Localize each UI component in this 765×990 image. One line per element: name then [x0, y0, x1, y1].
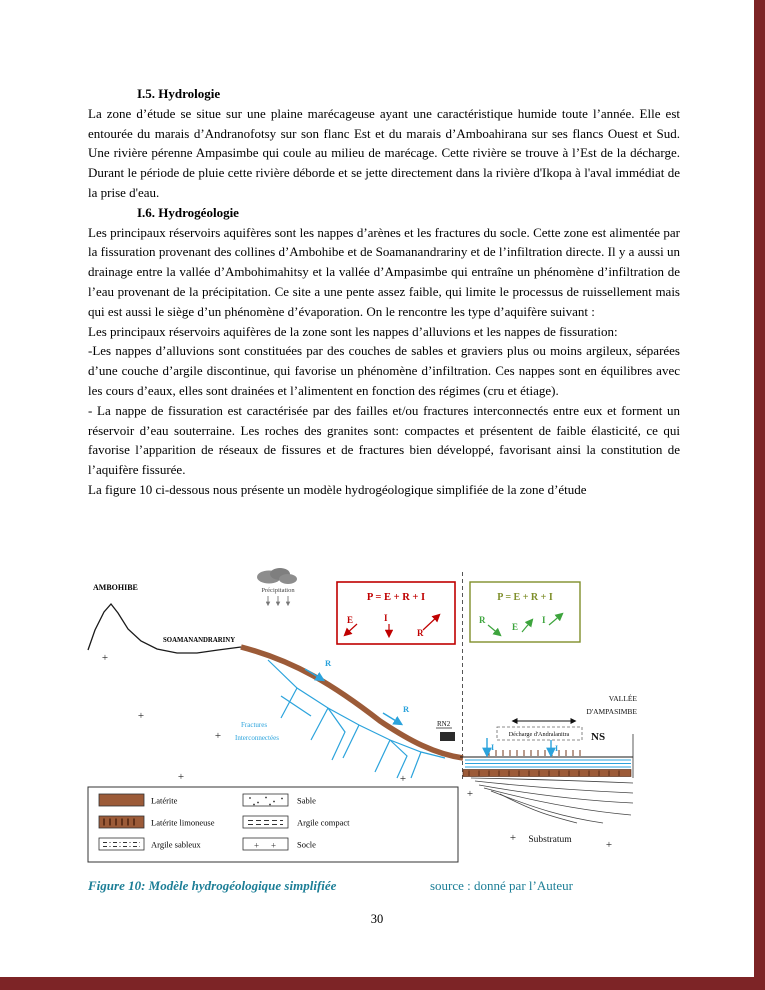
fracture-network: [268, 660, 445, 778]
label-substratum: Substratum: [528, 835, 572, 845]
label-vallee-1: VALLÉE: [608, 694, 637, 703]
rain-arrows: [268, 596, 288, 605]
label-r-green: R: [479, 615, 486, 625]
swatch-argile-compact: [243, 816, 288, 828]
svg-text:+: +: [271, 840, 277, 851]
label-i-green: I: [542, 615, 546, 625]
label-vallee-2: D'AMPASIMBE: [586, 707, 637, 716]
svg-text:+: +: [509, 832, 517, 844]
label-precipitation: Précipitation: [261, 587, 295, 594]
legend-label-argile-sableux: Argile sableux: [151, 839, 201, 850]
svg-text:+: +: [466, 788, 474, 800]
svg-text:+: +: [254, 840, 260, 851]
svg-text:+: +: [605, 839, 613, 851]
label-rn2: RN2: [437, 720, 451, 728]
hydrogeology-diagram: [85, 566, 638, 866]
label-infiltration-i1: I: [491, 743, 495, 752]
paragraph-aquiferes: Les principaux réservoirs aquifères sont les nappes d’arènes et les fractures du socle. Cette zone est alimentée par la fissuration provenant des collines d’Ambohibe et de Soamanandrariny et de l’infiltration directe. Il y a aussi un drainage entre la vallée d’Ambohimahitsy et la vallée d’Ampasimbe qui entraîne un phénomène d’infiltration de l’eau provenant de la précipitation. Ce site a une pente assez faible, qui limite le processus de ruissellement mais qui est aussi le siège d’un phénomène d’évaporation. On le rencontre les type d’aquifère suivant :: [88, 224, 680, 319]
label-r-red: R: [417, 628, 424, 638]
runoff-arrows: [305, 658, 410, 724]
figure-caption-row: [88, 878, 680, 894]
swatch-laterite: [99, 794, 144, 806]
rn2-road: [436, 720, 455, 741]
svg-text:+: +: [399, 773, 407, 785]
section-heading-hydrogeologie: I.6. Hydrogéologie: [137, 204, 239, 220]
paragraph-figure-intro: La figure 10 ci-dessous nous présente un modèle hydrogéologique simplifiée de la zone d’étude: [88, 481, 587, 497]
label-runoff-r1: R: [325, 658, 332, 668]
valley-water-table: [463, 760, 631, 777]
legend-label-argile-compact: Argile compact: [297, 817, 350, 828]
equation-green-text: P = E + R + I: [497, 592, 553, 603]
laterite-valley-layer: [463, 770, 631, 777]
label-ambohibe: AMBOHIBE: [93, 583, 138, 592]
infiltration-arrows: [487, 738, 558, 755]
label-e-red: E: [347, 615, 354, 625]
figure-caption: Figure 10: Modèle hydrogéologique simplifiée: [88, 878, 337, 893]
swatch-socle: [243, 838, 288, 850]
label-e-green: E: [512, 622, 519, 632]
decharge-andralanitra: [489, 721, 582, 756]
figure-legend: [88, 787, 458, 862]
body-text: [88, 84, 680, 500]
label-fractures-1: Fractures: [241, 721, 268, 729]
figure-10: [85, 566, 638, 866]
substratum-layers: [471, 778, 633, 823]
legend-label-laterite: Latérite: [151, 795, 178, 806]
svg-text:+: +: [101, 652, 109, 664]
figure-source: source : donné par l’Auteur: [430, 878, 573, 893]
page-number: 30: [370, 912, 384, 926]
label-i-red: I: [384, 613, 388, 623]
svg-text:+: +: [177, 771, 185, 783]
svg-text:+: +: [137, 710, 145, 722]
swatch-sable: [243, 794, 288, 806]
label-ns: NS: [591, 731, 606, 743]
svg-text:+: +: [214, 730, 222, 742]
equation-red-text: P = E + R + I: [366, 592, 426, 603]
waste-ticks: [489, 750, 580, 756]
paragraph-nappe-fissuration: - La nappe de fissuration est caractérisée par des failles et/ou fractures interconnectés entre eux et forment un réservoir d’eau souterraine. Les roches des granites sont: compactes et présentent de faible élasticité, ce qui favorise l’apparition de réseaux de fissures et de fractures bien développé, favorisant ainsi la constitution de l’aquifère fissurée.: [88, 402, 680, 478]
cloud-icon: [257, 568, 297, 584]
label-fractures-2: Interconnectées: [235, 734, 279, 742]
label-runoff-r2: R: [403, 704, 410, 714]
label-soamanandrariny: SOAMANANDRARINY: [163, 637, 236, 644]
paragraph-reservoirs: Les principaux réservoirs aquifères de la zone sont les nappes d’alluvions et les nappes de fissuration:: [88, 323, 618, 339]
swatch-argile-sableux: [99, 838, 144, 850]
section-heading-hydrologie: I.5. Hydrologie: [137, 86, 221, 101]
equation-box-red: [337, 582, 455, 644]
equation-box-green: [470, 582, 580, 642]
legend-label-socle: Socle: [297, 839, 316, 850]
legend-label-sable: Sable: [297, 795, 316, 806]
label-decharge: Décharge d'Andralanitra: [508, 731, 570, 738]
paragraph-nappes-alluvions: -Les nappes d’alluvions sont constituées par des couches de sables et graviers plus ou moins argileux, séparées d’une couche d’argile discontinue, qui favorise un phénomène d’infiltration. Ces nappes sont en équilibres avec les cours d’eaux, elles sont drainées et l’alimentent en fonction des régimes (cru et étiage).: [88, 343, 680, 398]
label-infiltration-i2: I: [555, 744, 559, 753]
legend-label-laterite-limoneuse: Latérite limoneuse: [151, 817, 215, 828]
paragraph-hydrologie: La zone d’étude se situe sur une plaine marécageuse ayant une caractéristique humide toute l’année. Elle est entourée du marais d’Andranofotsy sur son flanc Est et du marais d’Amboahirana sur ses flancs Ouest et Sud. Une rivière pérenne Ampasimbe qui coule au milieu de marécage. Cette rivière se trouve à l’Est de la décharge. Durant le période de pluie cette rivière déborde et se jette directement dans la rivière d'Ikopa à l'aval immédiat de la prise d'eau.: [88, 105, 680, 200]
